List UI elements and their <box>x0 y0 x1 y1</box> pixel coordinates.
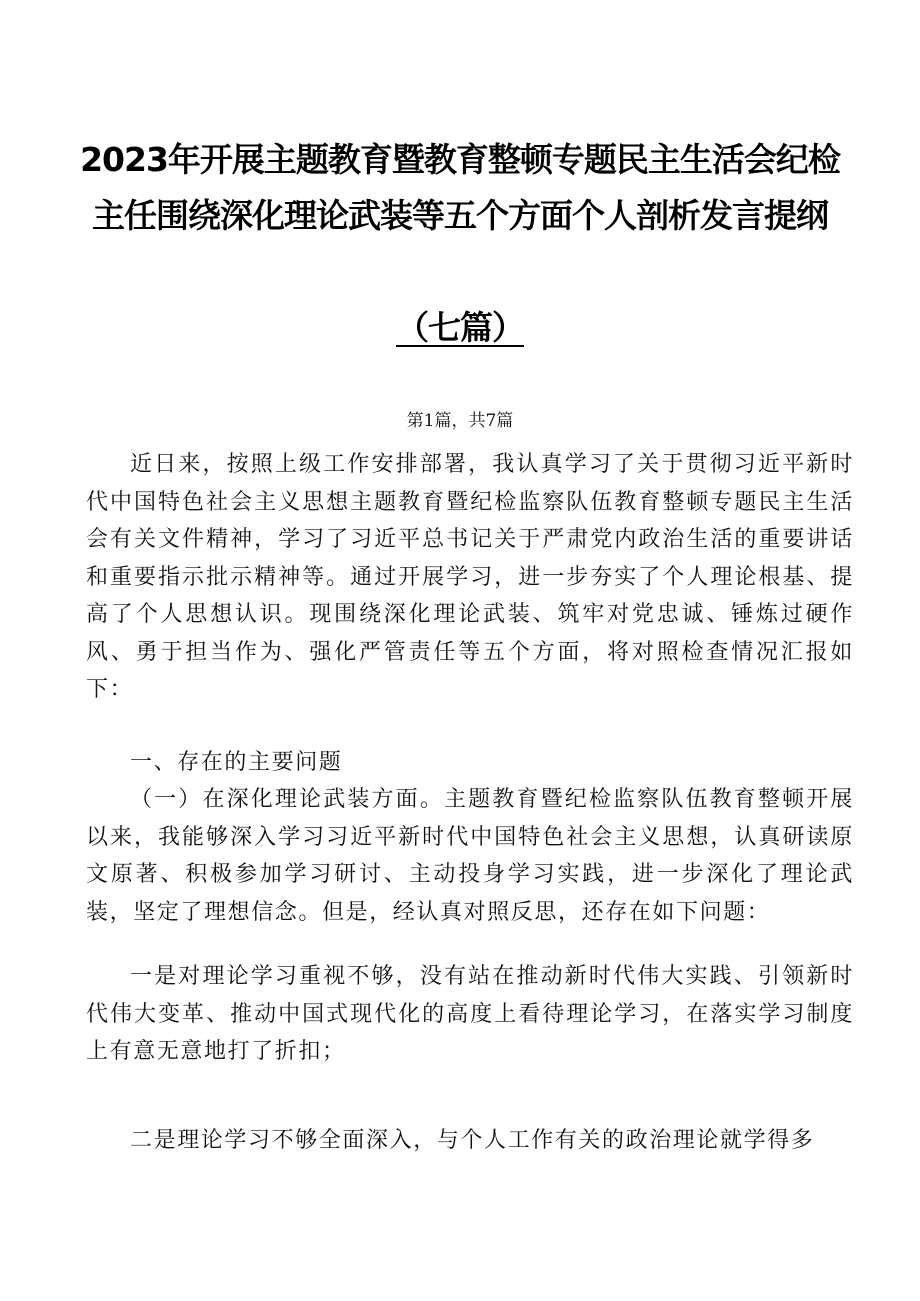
document-title-part-count: （七篇） <box>396 308 524 347</box>
subsection-paragraph: （一）在深化理论武装方面。主题教育暨纪检监察队伍教育整顿开展以来，我能够深入学习习近平新时代中国特色社会主义思想，认真研读原文原著、积极参加学习研讨、主动投身学习实践，进一步深化了理论武装，坚定了理想信念。但是，经认真对照反思，还存在如下问题： <box>86 787 854 925</box>
point-two-paragraph: 二是理论学习不够全面深入，与个人工作有关的政治理论就学得多 <box>130 1128 815 1153</box>
section-heading: 一、存在的主要问题 <box>130 750 343 775</box>
point-one-paragraph: 一是对理论学习重视不够，没有站在推动新时代伟大实践、引领新时代伟大变革、推动中国式现代化的高度上看待理论学习，在落实学习制度上有意无意地打了折扣； <box>86 964 854 1064</box>
part-indicator: 第1篇，共7篇 <box>406 411 514 431</box>
point-two-block <box>86 1122 854 1160</box>
point-one-block <box>86 958 854 1071</box>
section-heading-block <box>86 744 854 782</box>
document-title-line-2: 主任围绕深化理论武装等五个方面个人剖析发言提纲 <box>92 196 828 235</box>
document-title-line-1: 2023年开展主题教育暨教育整顿专题民主生活会纪检 <box>80 140 840 179</box>
intro-paragraph-block <box>86 446 854 709</box>
intro-paragraph: 近日来，按照上级工作安排部署，我认真学习了关于贯彻习近平新时代中国特色社会主义思想主题教育暨纪检监察队伍教育整顿专题民主生活会有关文件精神，学习了习近平总书记关于严肃党内政治生活的重要讲话和重要指示批示精神等。通过开展学习，进一步夯实了个人理论根基、提高了个人思想认识。现围绕深化理论武装、筑牢对党忠诚、锤炼过硬作风、勇于担当作为、强化严管责任等五个方面，将对照检查情况汇报如下： <box>86 452 854 702</box>
subsection-paragraph-block <box>86 781 854 931</box>
document-title-line-3 <box>0 308 920 348</box>
